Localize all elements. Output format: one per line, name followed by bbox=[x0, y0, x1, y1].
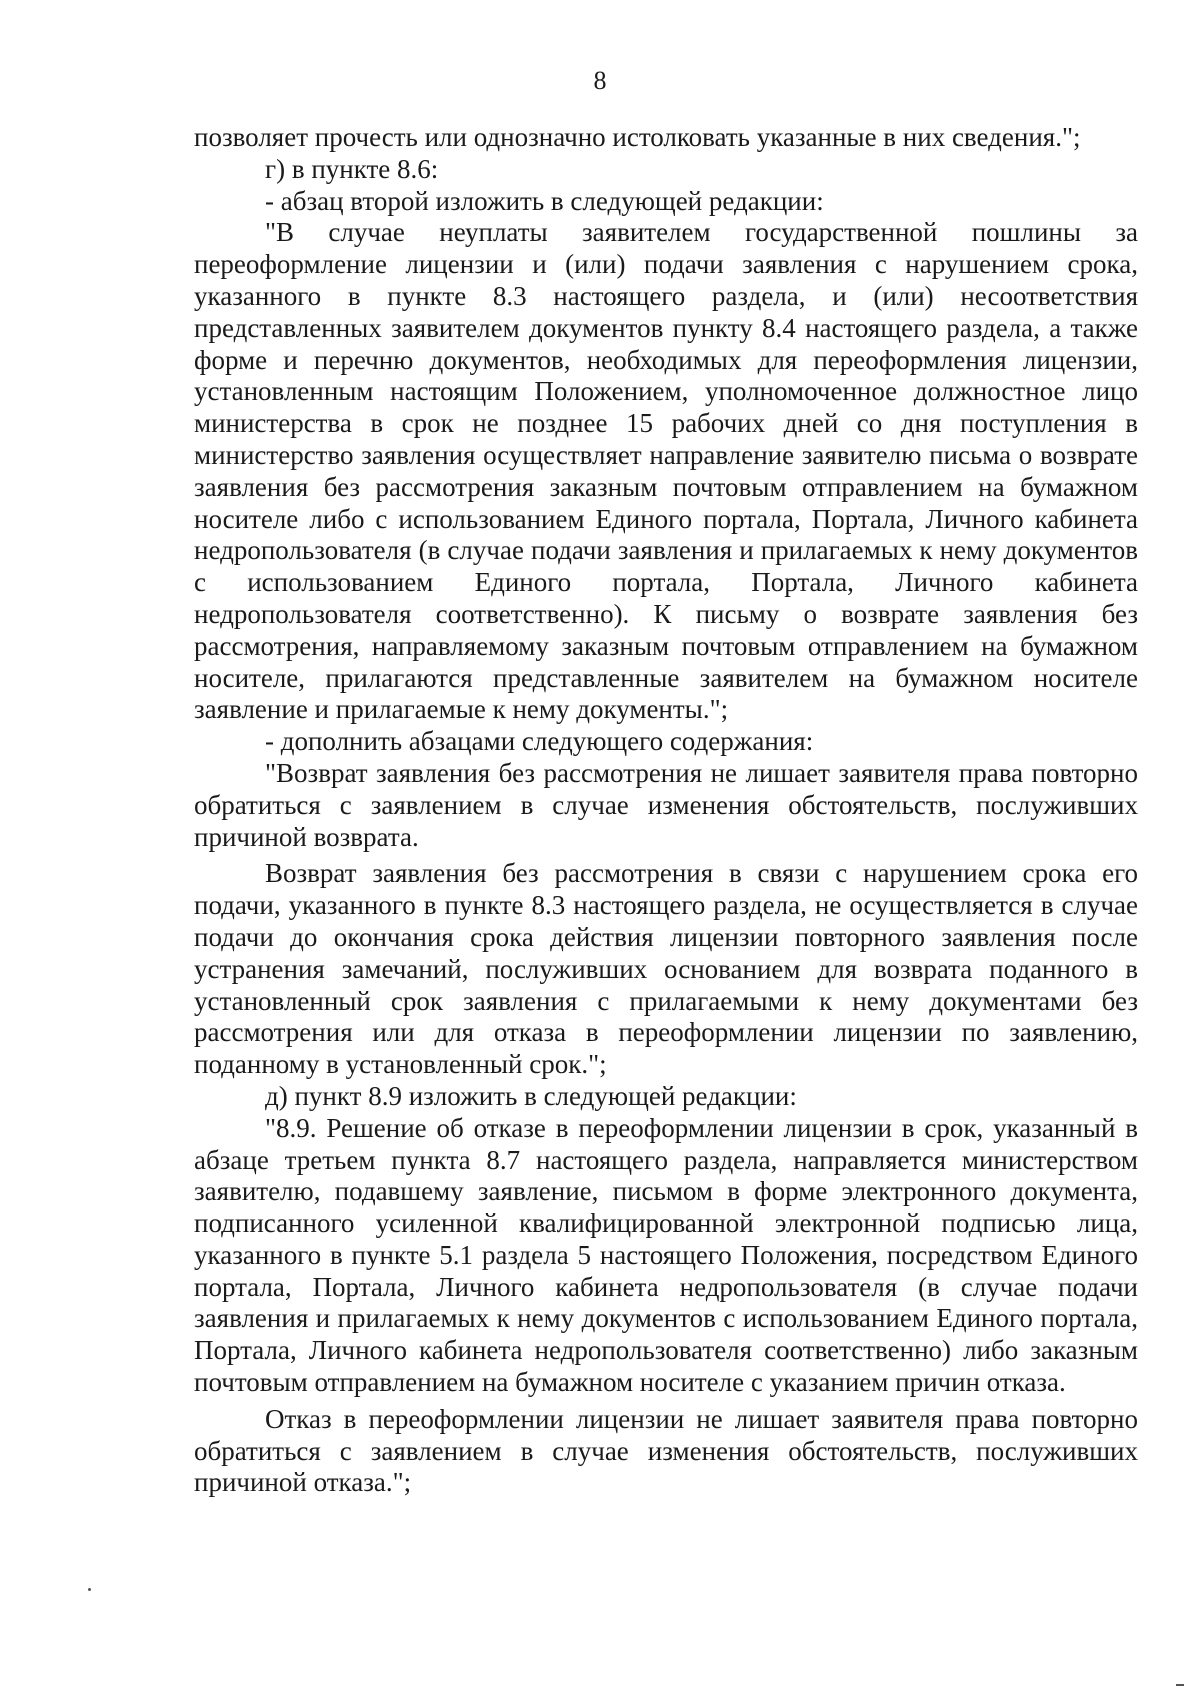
paragraph-instruction-1: - абзац второй изложить в следующей редакции: bbox=[265, 185, 824, 216]
page-number: 8 bbox=[593, 66, 607, 95]
paragraph-quote-right: "Возврат заявления без рассмотрения не лишает заявителя права повторно обратиться с заявлением в случае изменения обстоятельств, послуживших причиной возврата. bbox=[194, 757, 1138, 852]
document-body bbox=[194, 122, 1138, 1499]
paragraph-continuation: позволяет прочесть или однозначно истолковать указанные в них сведения."; bbox=[194, 122, 1081, 152]
paragraph-item-g: г) в пункте 8.6: bbox=[265, 153, 439, 184]
paragraph-return-deadline: Возврат заявления без рассмотрения в связи с нарушением срока его подачи, указанного в пункте 8.3 настоящего раздела, не осуществляется в случае подачи до окончания срока действия лицензии повторного заявления после устранения замечаний, послуживших основанием для возврата поданного в установленный срок заявления с прилагаемыми к нему документами без рассмотрения или для отказа в переоформлении лицензии по заявлению, поданному в установленный срок."; bbox=[194, 858, 1138, 1080]
scan-speck bbox=[88, 1588, 91, 1591]
paragraph-quote-return: "В случае неуплаты заявителем государственной пошлины за переоформление лицензии и (или) подачи заявления с нарушением срока, указанного в пункте 8.3 настоящего раздела, и (или) несоответствия представленных заявителем документов пункту 8.4 настоящего раздела, а также форме и перечню документов, необходимых для переоформления лицензии, установленным настоящим Положением, уполномоченное должностное лицо министерства в срок не позднее 15 рабочих дней со дня поступления в министерство заявления осуществляет направление заявителю письма о возврате заявления без рассмотрения заказным почтовым отправлением на бумажном носителе либо с использованием Единого портала, Портала, Личного кабинета недропользователя (в случае подачи заявления и прилагаемых к нему документов с использованием Единого портала, Портала, Личного кабинета недропользователя соответственно). К письму о возврате заявления без рассмотрения, направляемому заказным почтовым отправлением на бумажном носителе, прилагаются представленные заявителем на бумажном носителе заявление и прилагаемые к нему документы."; bbox=[194, 217, 1138, 725]
paragraph-quote-8-9: "8.9. Решение об отказе в переоформлении лицензии в срок, указанный в абзаце третьем пункта 8.7 настоящего раздела, направляется министерством заявителю, подавшему заявление, письмом в форме электронного документа, подписанного усиленной квалифицированной электронной подписью лица, указанного в пункте 5.1 раздела 5 настоящего Положения, посредством Единого портала, Портала, Личного кабинета недропользователя (в случае подачи заявления и прилагаемых к нему документов с использованием Единого портала, Портала, Личного кабинета недропользователя соответственно) либо заказным почтовым отправлением на бумажном носителе с указанием причин отказа. bbox=[194, 1112, 1138, 1398]
paragraph-item-d: д) пункт 8.9 изложить в следующей редакции: bbox=[265, 1080, 797, 1111]
scan-speck bbox=[1176, 1684, 1184, 1686]
paragraph-refusal-right: Отказ в переоформлении лицензии не лишает заявителя права повторно обратиться с заявлением в случае изменения обстоятельств, послуживших причиной отказа."; bbox=[194, 1403, 1138, 1498]
paragraph-instruction-2: - дополнить абзацами следующего содержания: bbox=[265, 726, 814, 757]
